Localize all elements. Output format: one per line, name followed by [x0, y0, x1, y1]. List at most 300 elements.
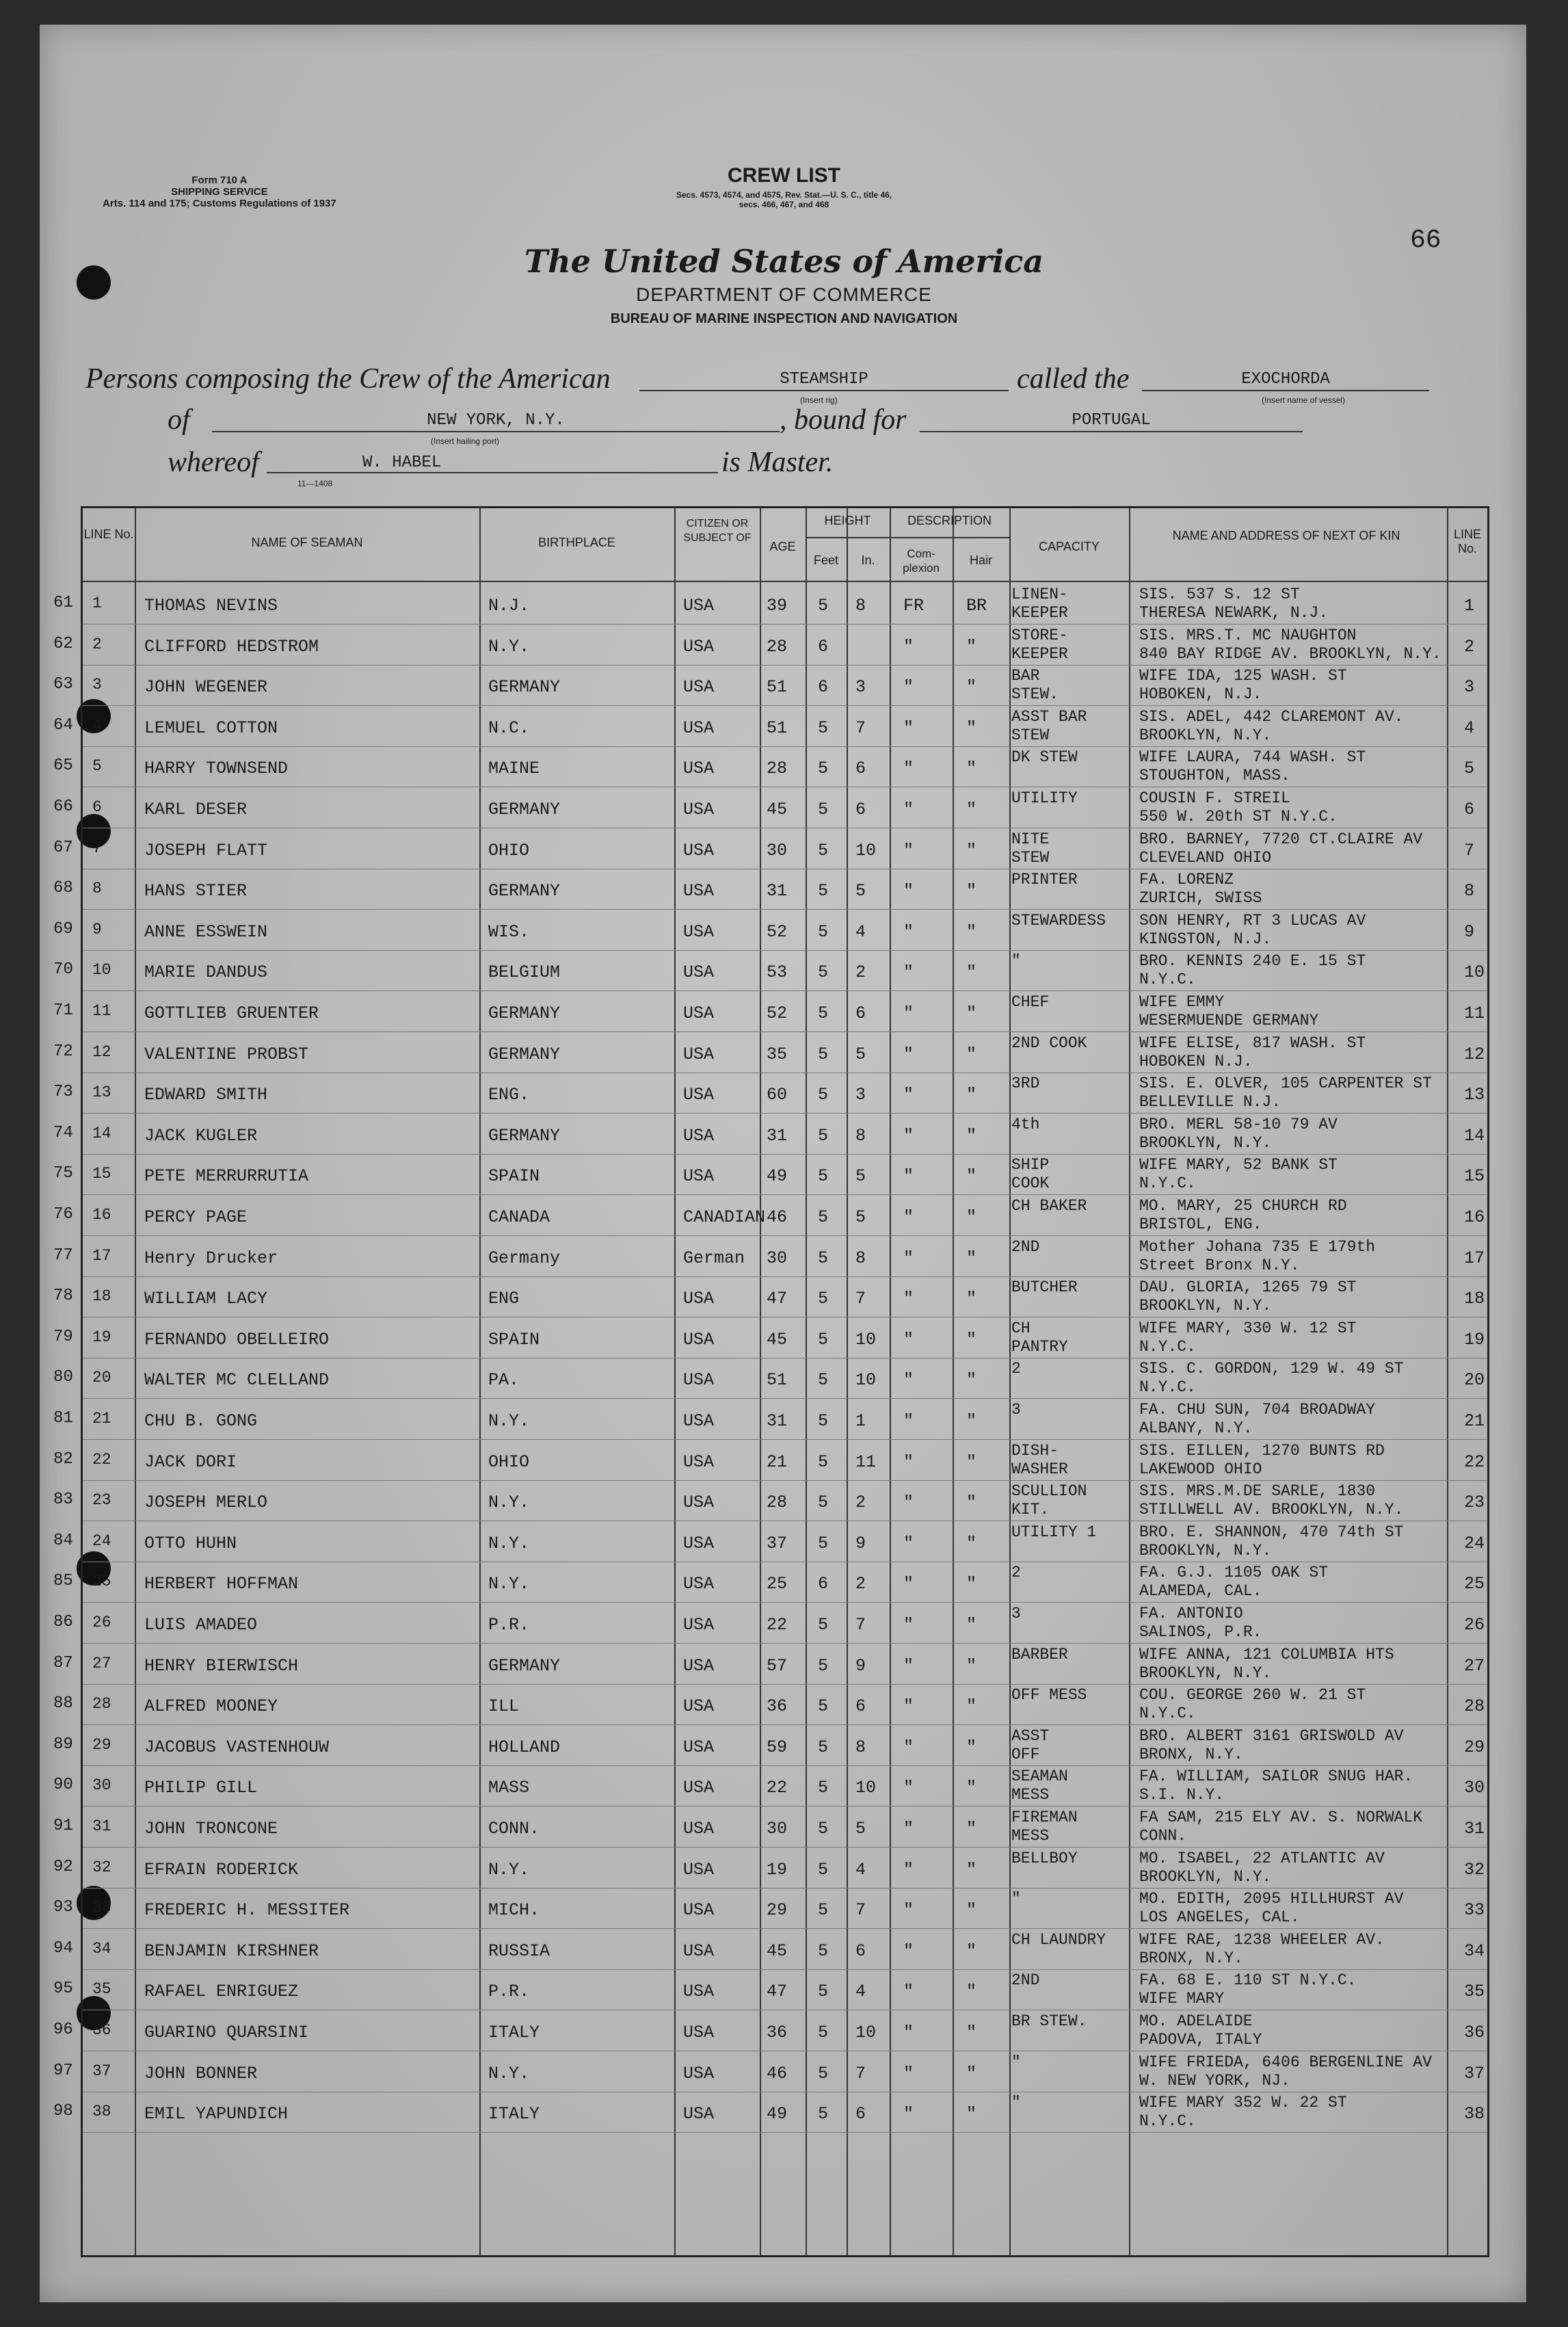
- cell-name: EDWARD SMITH: [144, 1085, 268, 1105]
- cell-right: 13: [1464, 1085, 1485, 1105]
- cell-birthplace: N.J.: [488, 596, 530, 616]
- cell-birthplace: CONN.: [488, 1819, 540, 1839]
- cell-ft: 5: [818, 1370, 829, 1391]
- cell-hair: ": [966, 1329, 977, 1350]
- cell-right: 29: [1464, 1737, 1485, 1757]
- cell-complexion: ": [903, 759, 914, 779]
- cell-in: 6: [855, 2104, 866, 2125]
- cell-ft: 6: [818, 636, 829, 657]
- cell-in: 3: [855, 677, 866, 698]
- cell-name: LEMUEL COTTON: [144, 718, 278, 738]
- crew-row: [83, 1644, 1487, 1685]
- line-number: 37: [92, 2062, 111, 2080]
- cell-right: 8: [1464, 881, 1475, 902]
- cell-birthplace: GERMANY: [488, 1003, 561, 1023]
- line-number: 16: [92, 1206, 111, 1224]
- cell-capacity: ": [1011, 952, 1021, 971]
- cell-right: 11: [1464, 1003, 1485, 1023]
- cell-citizen: USA: [683, 596, 715, 616]
- cell-citizen: USA: [683, 1493, 715, 1513]
- crew-row: [83, 1969, 1487, 2010]
- statute-reference: [0, 190, 1568, 209]
- cell-birthplace: P.R.: [488, 1615, 530, 1635]
- cell-citizen: USA: [683, 1289, 715, 1309]
- cell-hair: ": [966, 1370, 977, 1391]
- crew-row: [83, 1032, 1487, 1073]
- outer-line-number: 81: [53, 1409, 73, 1428]
- cell-birthplace: SPAIN: [488, 1166, 540, 1187]
- cell-hair: ": [966, 1859, 977, 1880]
- cell-ft: 5: [818, 596, 829, 616]
- outer-line-number: 92: [53, 1857, 73, 1876]
- crew-row: [83, 1765, 1487, 1806]
- outer-line-number: 87: [53, 1653, 73, 1672]
- cell-ft: 5: [818, 1085, 829, 1105]
- cell-right: 24: [1464, 1533, 1485, 1553]
- outer-line-number: 95: [53, 1980, 73, 1999]
- cell-in: 9: [855, 1533, 866, 1553]
- cell-ft: 5: [818, 1696, 829, 1717]
- cell-ft: 5: [818, 1289, 829, 1309]
- cell-kin: COUSIN F. STREIL 550 W. 20th ST N.Y.C.: [1139, 789, 1338, 826]
- crew-row: [83, 583, 1487, 625]
- cell-hair: ": [966, 881, 977, 902]
- cell-age: 36: [767, 2023, 788, 2042]
- cell-birthplace: SPAIN: [488, 1329, 540, 1350]
- line-number: 36: [92, 2021, 111, 2039]
- line-number: 5: [92, 757, 102, 776]
- cell-name: HENRY BIERWISCH: [144, 1655, 299, 1676]
- cell-age: 51: [767, 718, 788, 738]
- crew-row: [83, 2051, 1487, 2092]
- cell-hair: ": [966, 2063, 977, 2083]
- of-label: of: [168, 404, 190, 436]
- cell-kin: WIFE MARY 352 W. 22 ST N.Y.C.: [1139, 2094, 1347, 2131]
- cell-in: 8: [855, 1248, 866, 1268]
- cell-kin: WIFE RAE, 1238 WHEELER AV. BRONX, N.Y.: [1139, 1930, 1385, 1967]
- cell-birthplace: N.Y.: [488, 636, 530, 657]
- crew-row: [83, 1684, 1487, 1725]
- cell-birthplace: GERMANY: [488, 677, 561, 698]
- crew-row: [83, 1521, 1487, 1562]
- crew-row: [83, 1929, 1487, 1970]
- cell-citizen: USA: [683, 1329, 715, 1350]
- cell-complexion: ": [903, 1370, 914, 1391]
- cell-capacity: SCULLION KIT.: [1011, 1482, 1087, 1519]
- cell-kin: SIS. MRS.T. MC NAUGHTON 840 BAY RIDGE AV. BROOKLYN, N.Y.: [1139, 626, 1441, 663]
- cell-capacity: 2: [1011, 1564, 1021, 1582]
- cell-complexion: ": [903, 1900, 914, 1921]
- cell-citizen: USA: [683, 800, 715, 819]
- cell-ft: 6: [818, 677, 829, 698]
- cell-kin: BRO. BARNEY, 7720 CT.CLAIRE AV CLEVELAND OHIO: [1139, 830, 1423, 867]
- line-number: 17: [92, 1246, 111, 1265]
- cell-ft: 5: [818, 1493, 829, 1513]
- cell-name: JOSEPH FLATT: [144, 840, 268, 860]
- cell-right: 19: [1464, 1329, 1485, 1350]
- cell-complexion: ": [903, 2063, 914, 2083]
- cell-capacity: SHIP COOK: [1011, 1156, 1050, 1193]
- cell-right: 10: [1464, 962, 1485, 983]
- cell-name: GUARINO QUARSINI: [144, 2023, 309, 2042]
- cell-kin: SON HENRY, RT 3 LUCAS AV KINGSTON, N.J.: [1139, 911, 1366, 948]
- cell-right: 3: [1464, 677, 1475, 698]
- line-number: 30: [92, 1776, 111, 1795]
- line-number: 33: [92, 1899, 111, 1917]
- cell-citizen: USA: [683, 962, 715, 983]
- cell-ft: 5: [818, 1778, 829, 1798]
- outer-line-number: 80: [53, 1368, 73, 1387]
- cell-right: 5: [1464, 759, 1475, 779]
- cell-hair: ": [966, 1411, 977, 1431]
- cell-age: 57: [767, 1655, 788, 1676]
- crew-row: [83, 1399, 1487, 1440]
- crew-row: [83, 950, 1487, 991]
- cell-complexion: ": [903, 1737, 914, 1757]
- cell-in: 4: [855, 921, 866, 942]
- cell-name: FERNANDO OBELLEIRO: [144, 1329, 330, 1350]
- crew-row: [83, 1848, 1487, 1889]
- cell-hair: BR: [966, 596, 987, 616]
- outer-line-number: 68: [53, 879, 73, 898]
- cell-right: 36: [1464, 2023, 1485, 2042]
- cell-kin: SIS. ADEL, 442 CLAREMONT AV. BROOKLYN, N.Y.: [1139, 707, 1404, 744]
- is-master-label: is Master.: [721, 447, 834, 478]
- cell-capacity: CH LAUNDRY: [1011, 1930, 1106, 1949]
- cell-citizen: USA: [683, 1370, 715, 1391]
- cell-complexion: ": [903, 881, 914, 902]
- cell-in: 7: [855, 718, 866, 738]
- cell-birthplace: N.C.: [488, 718, 530, 738]
- cell-name: CLIFFORD HEDSTROM: [144, 636, 319, 657]
- cell-complexion: ": [903, 1819, 914, 1839]
- cell-capacity: 2: [1011, 1360, 1021, 1378]
- cell-ft: 5: [818, 759, 829, 779]
- outer-line-number: 89: [53, 1735, 73, 1754]
- cell-age: 53: [767, 962, 788, 983]
- cell-right: 14: [1464, 1125, 1485, 1146]
- cell-age: 45: [767, 1941, 788, 1961]
- cell-citizen: USA: [683, 1125, 715, 1146]
- cell-right: 12: [1464, 1044, 1485, 1064]
- vessel-name-field: EXOCHORDA: [1142, 369, 1429, 391]
- cell-capacity: 2ND: [1011, 1971, 1040, 1990]
- line-number: 26: [92, 1614, 111, 1631]
- cell-kin: SIS. C. GORDON, 129 W. 49 ST N.Y.C.: [1139, 1360, 1404, 1397]
- line-number: 10: [92, 961, 111, 980]
- document-title: CREW LIST: [728, 164, 840, 187]
- cell-ft: 5: [818, 1655, 829, 1676]
- crew-row: [83, 869, 1487, 910]
- line-number: 6: [92, 798, 102, 816]
- cell-name: HARRY TOWNSEND: [144, 759, 289, 779]
- cell-capacity: 2ND COOK: [1011, 1034, 1087, 1052]
- cell-birthplace: CANADA: [488, 1207, 550, 1227]
- line-number: 7: [92, 839, 102, 857]
- master-field: W. HABEL: [267, 453, 718, 473]
- cell-age: 51: [767, 677, 788, 698]
- called-label: called the: [1017, 363, 1130, 395]
- cell-citizen: USA: [683, 921, 715, 942]
- cell-right: 4: [1464, 718, 1475, 738]
- master-note: 11—1408: [297, 479, 333, 488]
- outer-line-number: 75: [53, 1164, 73, 1183]
- cell-name: WILLIAM LACY: [144, 1289, 268, 1309]
- cell-complexion: ": [903, 1044, 914, 1064]
- cell-ft: 5: [818, 1900, 829, 1921]
- cell-in: 6: [855, 800, 866, 819]
- crew-row: [83, 1276, 1487, 1317]
- outer-line-number: 79: [53, 1327, 73, 1346]
- cell-in: 8: [855, 596, 866, 616]
- cell-in: 10: [855, 1370, 877, 1391]
- cell-capacity: STORE- KEEPER: [1011, 626, 1068, 663]
- cell-age: 30: [767, 1248, 788, 1268]
- line-number: 12: [92, 1042, 111, 1061]
- line-number: 13: [92, 1083, 111, 1102]
- cell-name: WALTER MC CLELLAND: [144, 1370, 330, 1391]
- col-description: DESCRIPTION: [907, 514, 992, 527]
- cell-capacity: ASST OFF: [1011, 1726, 1050, 1763]
- cell-right: 33: [1464, 1900, 1485, 1921]
- cell-kin: SIS. MRS.M.DE SARLE, 1830 STILLWELL AV. BROOKLYN, N.Y.: [1139, 1482, 1404, 1519]
- cell-hair: ": [966, 1778, 977, 1798]
- line-number: 32: [92, 1858, 111, 1876]
- cell-kin: FA SAM, 215 ELY AV. S. NORWALK CONN.: [1139, 1809, 1423, 1845]
- cell-right: 26: [1464, 1615, 1485, 1635]
- cell-ft: 5: [818, 840, 829, 860]
- cell-hair: ": [966, 1737, 977, 1757]
- cell-right: 17: [1464, 1248, 1485, 1268]
- cell-hair: ": [966, 1655, 977, 1676]
- cell-kin: FA. ANTONIO SALINOS, P.R.: [1139, 1605, 1262, 1641]
- cell-name: Henry Drucker: [144, 1248, 278, 1268]
- cell-complexion: ": [903, 840, 914, 860]
- col-height: HEIGHT: [824, 514, 871, 527]
- cell-birthplace: BELGIUM: [488, 962, 561, 983]
- cell-complexion: ": [903, 677, 914, 698]
- cell-citizen: USA: [683, 1615, 715, 1635]
- outer-line-number: 71: [53, 1001, 73, 1020]
- cell-age: 51: [767, 1370, 788, 1391]
- cell-capacity: BR STEW.: [1011, 2012, 1087, 2030]
- cell-in: 6: [855, 759, 866, 779]
- cell-name: HANS STIER: [144, 881, 248, 902]
- cell-complexion: ": [903, 800, 914, 819]
- line-number: 2: [92, 635, 102, 653]
- cell-kin: BRO. KENNIS 240 E. 15 ST N.Y.C.: [1139, 952, 1366, 989]
- cell-complexion: ": [903, 1411, 914, 1431]
- cell-capacity: LINEN- KEEPER: [1011, 586, 1068, 622]
- outer-line-number: 83: [53, 1490, 73, 1510]
- cell-capacity: OFF MESS: [1011, 1686, 1087, 1705]
- outer-line-number: 88: [53, 1694, 73, 1713]
- line-number: 28: [92, 1695, 111, 1713]
- cell-hair: ": [966, 1166, 977, 1187]
- cell-in: 6: [855, 1696, 866, 1717]
- cell-citizen: USA: [683, 1941, 715, 1961]
- cell-right: 22: [1464, 1451, 1485, 1472]
- cell-age: 47: [767, 1289, 788, 1309]
- line-number: 1: [92, 594, 102, 612]
- cell-ft: 5: [818, 1248, 829, 1268]
- cell-ft: 5: [818, 1615, 829, 1635]
- cell-birthplace: ITALY: [488, 2023, 540, 2042]
- cell-kin: SIS. EILLEN, 1270 BUNTS RD LAKEWOOD OHIO: [1139, 1441, 1385, 1478]
- crew-row: [83, 1358, 1487, 1399]
- cell-ft: 5: [818, 800, 829, 819]
- outer-line-number: 66: [53, 798, 73, 816]
- crew-row: [83, 991, 1487, 1032]
- cell-capacity: FIREMAN MESS: [1011, 1809, 1078, 1845]
- cell-age: 21: [767, 1451, 788, 1472]
- cell-hair: ": [966, 1248, 977, 1268]
- cell-age: 46: [767, 2063, 788, 2083]
- line-number: 38: [92, 2103, 111, 2121]
- line-number: 14: [92, 1124, 111, 1142]
- crew-row: [83, 665, 1487, 706]
- cell-birthplace: PA.: [488, 1370, 520, 1391]
- cell-age: 29: [767, 1900, 788, 1921]
- line-number: 27: [92, 1654, 111, 1672]
- line-number: 25: [92, 1573, 111, 1591]
- cell-citizen: USA: [683, 1533, 715, 1553]
- outer-line-number: 97: [53, 2061, 73, 2080]
- cell-right: 38: [1464, 2104, 1485, 2125]
- cell-citizen: USA: [683, 677, 715, 698]
- cell-in: 5: [855, 1044, 866, 1064]
- cell-age: 28: [767, 759, 788, 779]
- cell-complexion: ": [903, 1085, 914, 1105]
- cell-right: 31: [1464, 1819, 1485, 1839]
- cell-complexion: ": [903, 1574, 914, 1594]
- cell-in: 5: [855, 1166, 866, 1187]
- cell-right: 28: [1464, 1696, 1485, 1717]
- cell-right: 30: [1464, 1778, 1485, 1798]
- cell-age: 31: [767, 1411, 788, 1431]
- cell-age: 30: [767, 1819, 788, 1839]
- cell-age: 60: [767, 1085, 788, 1105]
- cell-ft: 5: [818, 1411, 829, 1431]
- cell-capacity: NITE STEW: [1011, 830, 1050, 867]
- cell-ft: 5: [818, 1044, 829, 1064]
- col-line-no: LINE No.: [83, 527, 134, 541]
- cell-kin: MO. ADELAIDE PADOVA, ITALY: [1139, 2012, 1262, 2049]
- department-heading: DEPARTMENT OF COMMERCE: [636, 284, 932, 305]
- cell-kin: WIFE FRIEDA, 6406 BERGENLINE AV W. NEW YORK, NJ.: [1139, 2053, 1432, 2090]
- cell-right: 34: [1464, 1941, 1485, 1961]
- cell-complexion: FR: [903, 596, 925, 616]
- cell-age: 45: [767, 800, 788, 819]
- cell-name: JACK KUGLER: [144, 1125, 258, 1146]
- cell-hair: ": [966, 2023, 977, 2042]
- cell-name: PERCY PAGE: [144, 1207, 248, 1227]
- crew-row: [83, 2010, 1487, 2051]
- cell-birthplace: N.Y.: [488, 1533, 530, 1553]
- cell-age: 31: [767, 1125, 788, 1146]
- cell-in: 8: [855, 1125, 866, 1146]
- outer-line-number: 76: [53, 1205, 73, 1224]
- cell-birthplace: Germany: [488, 1248, 561, 1268]
- cell-name: PETE MERRURRUTIA: [144, 1166, 309, 1187]
- cell-right: 32: [1464, 1859, 1485, 1880]
- crew-row: [83, 1480, 1487, 1521]
- cell-complexion: ": [903, 1289, 914, 1309]
- cell-birthplace: WIS.: [488, 921, 530, 942]
- cell-citizen: USA: [683, 1819, 715, 1839]
- cell-capacity: 3: [1011, 1605, 1021, 1622]
- cell-citizen: USA: [683, 1900, 715, 1921]
- cell-right: 2: [1464, 636, 1475, 657]
- cell-complexion: ": [903, 1533, 914, 1553]
- col-citizen: CITIZEN OR SUBJECT OF: [683, 518, 752, 544]
- cell-in: 5: [855, 1819, 866, 1839]
- cell-capacity: BARBER: [1011, 1645, 1068, 1664]
- line-number: 9: [92, 920, 102, 938]
- outer-line-number: 63: [53, 675, 73, 694]
- cell-right: 25: [1464, 1574, 1485, 1594]
- outer-line-number: 82: [53, 1449, 73, 1469]
- cell-kin: MO. EDITH, 2095 HILLHURST AV LOS ANGELES, CAL.: [1139, 1890, 1404, 1927]
- crew-row: [83, 1317, 1487, 1358]
- cell-ft: 5: [818, 1982, 829, 2002]
- cell-kin: SIS. E. OLVER, 105 CARPENTER ST BELLEVILLE N.J.: [1139, 1075, 1432, 1112]
- cell-name: EMIL YAPUNDICH: [144, 2104, 289, 2125]
- cell-name: THOMAS NEVINS: [144, 596, 278, 616]
- cell-age: 19: [767, 1859, 788, 1880]
- cell-name: VALENTINE PROBST: [144, 1044, 309, 1064]
- cell-age: 49: [767, 2104, 788, 2125]
- cell-ft: 5: [818, 1819, 829, 1839]
- cell-complexion: ": [903, 718, 914, 738]
- crew-row: [83, 1114, 1487, 1155]
- crew-row: [83, 746, 1487, 787]
- cell-kin: BRO. MERL 58-10 79 AV BROOKLYN, N.Y.: [1139, 1115, 1338, 1152]
- cell-name: ANNE ESSWEIN: [144, 921, 268, 942]
- cell-right: 7: [1464, 840, 1475, 860]
- cell-citizen: USA: [683, 1166, 715, 1187]
- cell-right: 21: [1464, 1411, 1485, 1431]
- cell-birthplace: N.Y.: [488, 1574, 530, 1594]
- cell-name: HERBERT HOFFMAN: [144, 1574, 299, 1594]
- cell-complexion: ": [903, 636, 914, 657]
- cell-complexion: ": [903, 1493, 914, 1513]
- crew-row: [83, 1073, 1487, 1114]
- cell-in: 2: [855, 1493, 866, 1513]
- cell-in: 4: [855, 1859, 866, 1880]
- cell-hair: ": [966, 800, 977, 819]
- cell-hair: ": [966, 2104, 977, 2125]
- cell-age: 52: [767, 921, 788, 942]
- cell-right: 6: [1464, 800, 1475, 819]
- cell-birthplace: ITALY: [488, 2104, 540, 2125]
- cell-complexion: ": [903, 1859, 914, 1880]
- cell-birthplace: GERMANY: [488, 1044, 561, 1064]
- cell-birthplace: MICH.: [488, 1900, 540, 1921]
- cell-ft: 5: [818, 1533, 829, 1553]
- cell-age: 37: [767, 1533, 788, 1553]
- cell-age: 46: [767, 1207, 788, 1227]
- cell-hair: ": [966, 718, 977, 738]
- cell-birthplace: HOLLAND: [488, 1737, 561, 1757]
- cell-ft: 5: [818, 1451, 829, 1472]
- cell-hair: ": [966, 677, 977, 698]
- cell-capacity: CHEF: [1011, 993, 1050, 1011]
- cell-ft: 5: [818, 1166, 829, 1187]
- cell-citizen: USA: [683, 1696, 715, 1717]
- cell-birthplace: N.Y.: [488, 2063, 530, 2083]
- cell-ft: 5: [818, 2104, 829, 2125]
